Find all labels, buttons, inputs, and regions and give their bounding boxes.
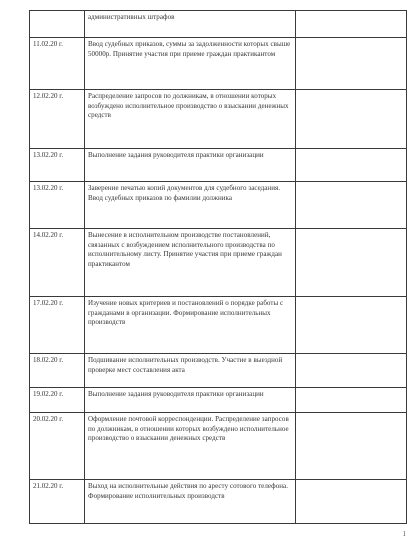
table-body: [30, 11, 407, 524]
description-text: Выполнение задания руководителя практики организации: [88, 151, 264, 159]
date-cell: [30, 480, 85, 524]
date-cell: [30, 354, 85, 388]
table-row: [30, 354, 407, 388]
date-text: 11.02.20 г.: [33, 40, 63, 48]
date-cell: [30, 229, 85, 297]
date-text: 17.02.20 г.: [33, 299, 64, 307]
description-text: Заверение печатью копий документов для судебного заседания. Ввод судебных приказов по фамилии должника: [88, 184, 281, 202]
date-text: 13.02.20 г.: [33, 184, 64, 192]
description-cell: [85, 354, 296, 388]
description-text: Изучение новых критериев и постановлений о порядке работы с гражданами в организации. Формирование исполнительных производств: [88, 299, 284, 327]
description-cell: [85, 229, 296, 297]
date-text: 12.02.20 г.: [33, 92, 64, 100]
date-text: 21.02.20 г.: [33, 482, 64, 490]
table-row: [30, 229, 407, 297]
mark-cell: [296, 229, 407, 297]
mark-cell: [296, 413, 407, 480]
date-cell: [30, 388, 85, 413]
description-cell: [85, 480, 296, 524]
date-cell: [30, 297, 85, 354]
mark-cell: [296, 388, 407, 413]
mark-cell: [296, 480, 407, 524]
page-number: 1: [402, 530, 406, 538]
date-cell: [30, 38, 85, 90]
description-cell: [85, 413, 296, 480]
mark-cell: [296, 90, 407, 149]
description-cell: [85, 149, 296, 182]
date-cell: [30, 149, 85, 182]
date-text: 19.02.20 г.: [33, 390, 64, 398]
description-text: Вынесение в исполнительном производстве постановлений, связанных с возбуждением исполнительного производства по исполнительному листу. Принятие участия при приеме граждан практикантом: [88, 231, 282, 268]
description-text: Выполнение задания руководителя практики организации: [88, 390, 264, 398]
description-cell: [85, 388, 296, 413]
table-row: [30, 413, 407, 480]
mark-cell: [296, 38, 407, 90]
date-cell: [30, 11, 85, 38]
description-text: Выход на исполнительные действия по аресту сотового телефона. Формирование исполнительных производств: [88, 482, 289, 500]
description-text: Подшивание исполнительных производств. Участие в выездной проверке мест составления акта: [88, 356, 283, 374]
practice-diary-table: [29, 10, 407, 524]
date-text: 13.02.20 г.: [33, 151, 64, 159]
description-cell: [85, 297, 296, 354]
date-cell: [30, 90, 85, 149]
date-cell: [30, 182, 85, 229]
date-text: 18.02.20 г.: [33, 356, 64, 364]
description-text: Оформление почтовой корреспонденции. Распределение запросов по должникам, в отношении которых возбуждено исполнительное производство о взыскании денежных средств: [88, 415, 289, 443]
description-cell: [85, 90, 296, 149]
mark-cell: [296, 182, 407, 229]
date-cell: [30, 413, 85, 480]
table-row: [30, 297, 407, 354]
table-row: [30, 11, 407, 38]
date-text: 20.02.20 г.: [33, 415, 64, 423]
mark-cell: [296, 149, 407, 182]
description-text: Ввод судебных приказов, суммы за задолженности которых свыше 50000р. Принятие участия при приеме граждан практикантом: [88, 40, 291, 58]
description-cell: [85, 38, 296, 90]
date-text: 14.02.20 г.: [33, 231, 64, 239]
mark-cell: [296, 11, 407, 38]
description-cell: [85, 11, 296, 38]
description-text: Распределение запросов по должникам, в отношении которых возбуждено исполнительное производство о взыскании денежных средств: [88, 92, 289, 120]
table-row: [30, 388, 407, 413]
table-row: [30, 38, 407, 90]
table-row: [30, 480, 407, 524]
description-cell: [85, 182, 296, 229]
table-row: [30, 182, 407, 229]
table-row: [30, 149, 407, 182]
table-row: [30, 90, 407, 149]
description-text: административных штрафов: [88, 13, 175, 21]
mark-cell: [296, 354, 407, 388]
mark-cell: [296, 297, 407, 354]
